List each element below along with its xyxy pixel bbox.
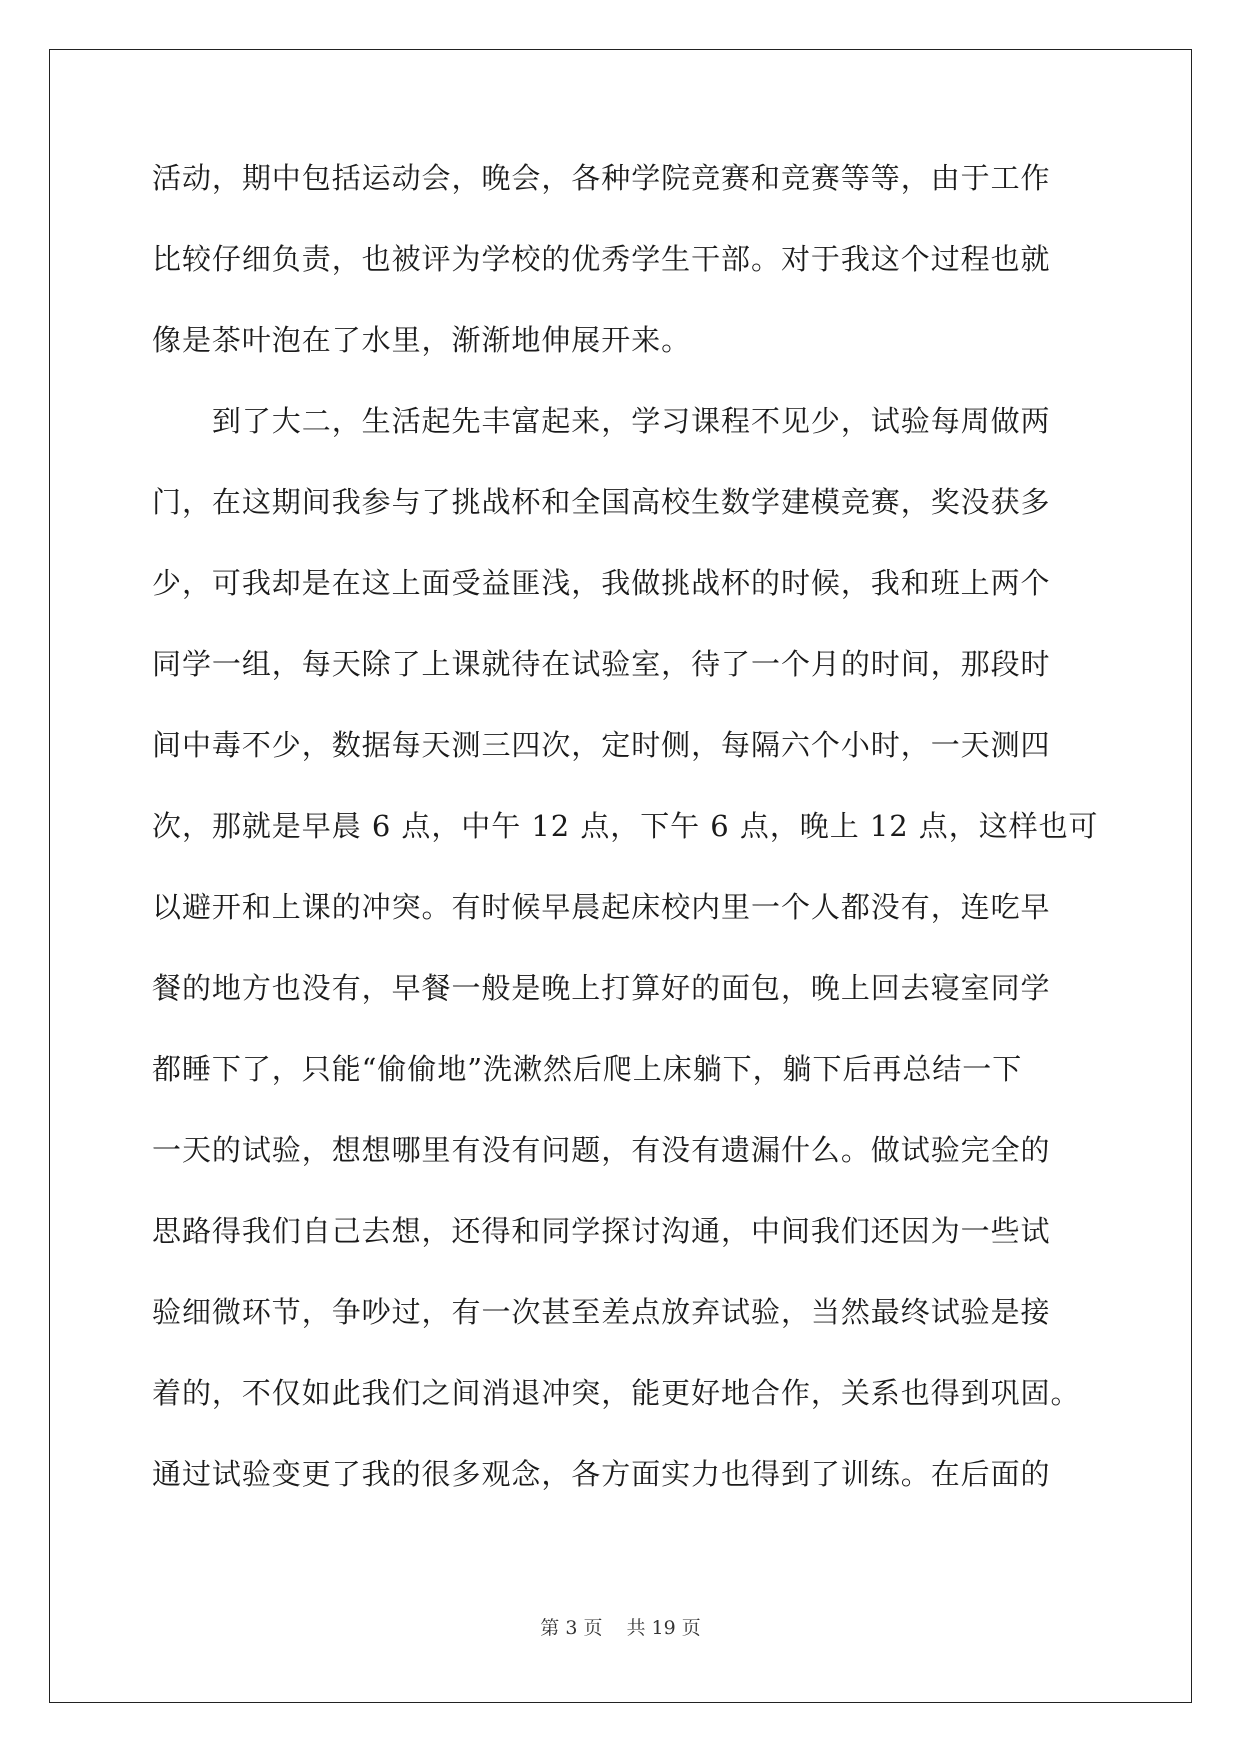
text-line: 通过试验变更了我的很多观念，各方面实力也得到了训练。在后面的 (152, 1457, 1051, 1491)
text-line: 餐的地方也没有，早餐一般是晚上打算好的面包，晚上回去寝室同学 (152, 971, 1051, 1005)
text-line: 像是茶叶泡在了水里，渐渐地伸展开来。 (152, 323, 692, 357)
text-line: 都睡下了，只能“偷偷地”洗漱然后爬上床躺下，躺下后再总结一下 (152, 1052, 1023, 1086)
paragraph-start-line: 到了大二，生活起先丰富起来，学习课程不见少，试验每周做两 (152, 404, 1051, 438)
text-line: 一天的试验，想想哪里有没有问题，有没有遗漏什么。做试验完全的 (152, 1133, 1051, 1167)
page-footer (0, 1613, 1241, 1640)
text-line: 次，那就是早晨 6 点，中午 12 点，下午 6 点，晚上 12 点，这样也可 (152, 809, 1099, 843)
text-line: 比较仔细负责，也被评为学校的优秀学生干部。对于我这个过程也就 (152, 242, 1051, 276)
page-number: 第 3 页 (540, 1617, 603, 1639)
text-line: 以避开和上课的冲突。有时候早晨起床校内里一个人都没有，连吃早 (152, 890, 1051, 924)
text-line: 思路得我们自己去想，还得和同学探讨沟通，中间我们还因为一些试 (152, 1214, 1051, 1248)
text-line: 少，可我却是在这上面受益匪浅，我做挑战杯的时候，我和班上两个 (152, 566, 1051, 600)
text-line: 着的，不仅如此我们之间消退冲突，能更好地合作，关系也得到巩固。 (152, 1376, 1081, 1410)
text-line: 验细微环节，争吵过，有一次甚至差点放弃试验，当然最终试验是接 (152, 1295, 1051, 1329)
text-line: 门，在这期间我参与了挑战杯和全国高校生数学建模竞赛，奖没获多 (152, 485, 1051, 519)
text-line: 间中毒不少，数据每天测三四次，定时侧，每隔六个小时，一天测四 (152, 728, 1051, 762)
page-total: 共 19 页 (626, 1617, 701, 1639)
document-body (152, 161, 1099, 1539)
text-line: 同学一组，每天除了上课就待在试验室，待了一个月的时间，那段时 (152, 647, 1051, 681)
text-line: 活动，期中包括运动会，晚会，各种学院竞赛和竞赛等等，由于工作 (152, 161, 1051, 195)
